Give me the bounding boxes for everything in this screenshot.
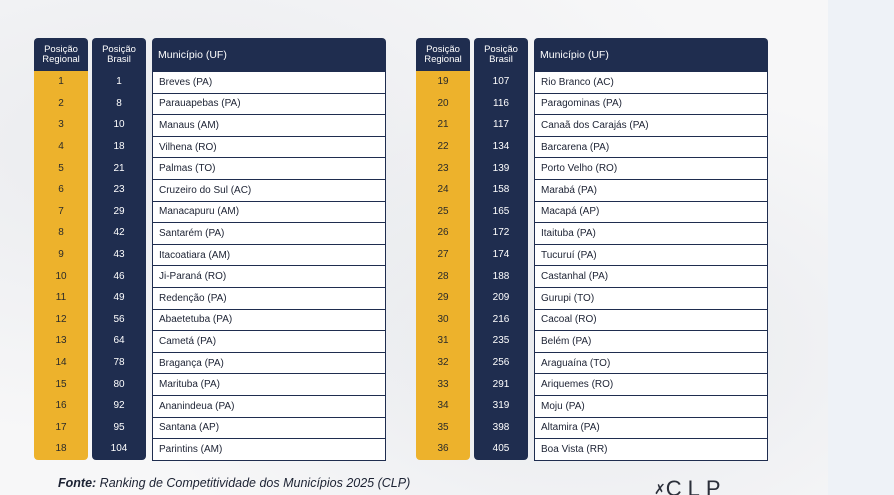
- regional-position-cell: 26: [437, 227, 449, 239]
- brasil-position-cell: 43: [113, 249, 125, 261]
- regional-position-cell: 11: [55, 292, 67, 304]
- brasil-position-cell: 319: [492, 400, 510, 412]
- brasil-position-cell: 134: [492, 141, 510, 153]
- logo-mark-icon: ✗: [654, 481, 666, 495]
- regional-cells: [416, 71, 470, 460]
- regional-position-cell: 3: [58, 119, 64, 131]
- brasil-position-cell: 172: [492, 227, 510, 239]
- brasil-position-cell: 209: [492, 292, 510, 304]
- regional-position-cell: 9: [58, 249, 64, 261]
- header-regional: [34, 38, 88, 71]
- source-label: Fonte:: [58, 476, 97, 490]
- brasil-position-cell: 165: [492, 205, 510, 217]
- regional-position-cell: 33: [437, 378, 449, 390]
- municipio-cell: Parintins (AM): [153, 438, 385, 460]
- regional-position-cell: 36: [437, 443, 449, 455]
- regional-position-cell: 2: [58, 97, 64, 109]
- municipio-cell: Abaetetuba (PA): [153, 309, 385, 331]
- regional-position-cell: 30: [437, 313, 449, 325]
- regional-cells: [34, 71, 88, 460]
- municipio-cell: Belém (PA): [535, 330, 767, 352]
- brasil-position-cell: 235: [492, 335, 510, 347]
- regional-position-cell: 13: [55, 335, 67, 347]
- municipio-cell: Rio Branco (AC): [535, 71, 767, 93]
- header-brasil-label: Posição Brasil: [484, 43, 518, 65]
- source-text: Ranking de Competitividade dos Municípios 2025 (CLP): [96, 476, 411, 490]
- municipio-cell: Ananindeua (PA): [153, 395, 385, 417]
- municipio-cell: Itacoatiara (AM): [153, 244, 385, 266]
- logo-text: CLP: [665, 476, 727, 495]
- column-regional: [34, 38, 88, 460]
- municipio-cell: Barcarena (PA): [535, 136, 767, 158]
- municipio-cell: Manacapuru (AM): [153, 201, 385, 223]
- municipio-cell: Tucuruí (PA): [535, 244, 767, 266]
- regional-position-cell: 5: [58, 162, 64, 174]
- brasil-position-cell: 291: [492, 378, 510, 390]
- municipio-cells: [152, 71, 386, 461]
- regional-position-cell: 34: [437, 400, 449, 412]
- brasil-position-cell: 116: [493, 97, 509, 109]
- brasil-position-cell: 18: [113, 141, 125, 153]
- source-caption: [58, 476, 410, 490]
- regional-position-cell: 15: [55, 378, 67, 390]
- municipio-cell: Cruzeiro do Sul (AC): [153, 179, 385, 201]
- column-municipio: [152, 38, 386, 461]
- regional-position-cell: 19: [437, 76, 449, 88]
- municipio-cell: Moju (PA): [535, 395, 767, 417]
- regional-position-cell: 29: [437, 292, 449, 304]
- brasil-position-cell: 80: [113, 378, 125, 390]
- municipio-cell: Araguaína (TO): [535, 352, 767, 374]
- municipio-cell: Macapá (AP): [535, 201, 767, 223]
- side-panel: [828, 0, 894, 495]
- brasil-position-cell: 256: [492, 357, 510, 369]
- regional-position-cell: 28: [437, 270, 449, 282]
- brasil-position-cell: 117: [493, 119, 509, 131]
- municipio-cell: Bragança (PA): [153, 352, 385, 374]
- brasil-position-cell: 49: [113, 292, 125, 304]
- header-brasil: [474, 38, 528, 71]
- municipio-cell: Ji-Paraná (RO): [153, 265, 385, 287]
- header-municipio-label: Município (UF): [158, 48, 227, 61]
- regional-position-cell: 8: [58, 227, 64, 239]
- regional-position-cell: 32: [437, 357, 449, 369]
- regional-position-cell: 16: [55, 400, 67, 412]
- brasil-position-cell: 1: [116, 76, 122, 88]
- brasil-position-cell: 42: [113, 227, 125, 239]
- header-regional: [416, 38, 470, 71]
- regional-position-cell: 23: [437, 162, 449, 174]
- brasil-cells: [474, 71, 528, 460]
- regional-position-cell: 12: [55, 313, 67, 325]
- brasil-position-cell: 174: [492, 249, 510, 261]
- regional-position-cell: 14: [55, 357, 67, 369]
- municipio-cell: Marabá (PA): [535, 179, 767, 201]
- municipio-cells: [534, 71, 768, 461]
- header-regional-label: Posição Regional: [42, 43, 80, 65]
- municipio-cell: Vilhena (RO): [153, 136, 385, 158]
- regional-position-cell: 4: [58, 141, 64, 153]
- municipio-cell: Boa Vista (RR): [535, 438, 767, 460]
- municipio-cell: Porto Velho (RO): [535, 157, 767, 179]
- brasil-position-cell: 398: [492, 421, 510, 433]
- column-brasil: [92, 38, 146, 460]
- header-municipio: [534, 38, 768, 71]
- header-brasil: [92, 38, 146, 71]
- column-municipio: [534, 38, 768, 461]
- header-regional-label: Posição Regional: [424, 43, 462, 65]
- regional-position-cell: 21: [437, 119, 449, 131]
- brasil-position-cell: 216: [492, 313, 510, 325]
- municipio-cell: Cacoal (RO): [535, 309, 767, 331]
- municipio-cell: Redenção (PA): [153, 287, 385, 309]
- municipio-cell: Cametá (PA): [153, 330, 385, 352]
- brasil-position-cell: 158: [492, 184, 510, 196]
- municipio-cell: Castanhal (PA): [535, 265, 767, 287]
- municipio-cell: Marituba (PA): [153, 373, 385, 395]
- regional-position-cell: 25: [437, 205, 449, 217]
- brasil-position-cell: 78: [113, 357, 125, 369]
- regional-position-cell: 35: [437, 421, 449, 433]
- municipio-cell: Canaã dos Carajás (PA): [535, 114, 767, 136]
- brasil-position-cell: 56: [113, 313, 125, 325]
- regional-position-cell: 6: [58, 184, 64, 196]
- header-municipio-label: Município (UF): [540, 48, 609, 61]
- brasil-position-cell: 95: [113, 421, 125, 433]
- municipio-cell: Ariquemes (RO): [535, 373, 767, 395]
- brasil-position-cell: 188: [492, 270, 510, 282]
- municipio-cell: Manaus (AM): [153, 114, 385, 136]
- brasil-position-cell: 405: [492, 443, 510, 455]
- regional-position-cell: 27: [437, 249, 449, 261]
- regional-position-cell: 31: [437, 335, 449, 347]
- regional-position-cell: 20: [437, 97, 449, 109]
- header-municipio: [152, 38, 386, 71]
- municipio-cell: Itaituba (PA): [535, 222, 767, 244]
- brasil-position-cell: 107: [492, 76, 510, 88]
- municipio-cell: Parauapebas (PA): [153, 93, 385, 115]
- brasil-position-cell: 92: [113, 400, 125, 412]
- municipio-cell: Gurupi (TO): [535, 287, 767, 309]
- regional-position-cell: 10: [55, 270, 67, 282]
- column-brasil: [474, 38, 528, 460]
- regional-position-cell: 18: [55, 443, 67, 455]
- municipio-cell: Santarém (PA): [153, 222, 385, 244]
- brasil-position-cell: 104: [110, 443, 128, 455]
- regional-position-cell: 1: [58, 76, 64, 88]
- brasil-position-cell: 10: [113, 119, 125, 131]
- brasil-position-cell: 8: [116, 97, 122, 109]
- brasil-position-cell: 139: [492, 162, 510, 174]
- brasil-position-cell: 21: [113, 162, 125, 174]
- regional-position-cell: 22: [437, 141, 449, 153]
- brasil-position-cell: 64: [113, 335, 125, 347]
- column-regional: [416, 38, 470, 460]
- regional-position-cell: 7: [58, 205, 64, 217]
- regional-position-cell: 24: [437, 184, 449, 196]
- brasil-cells: [92, 71, 146, 460]
- municipio-cell: Santana (AP): [153, 417, 385, 439]
- regional-position-cell: 17: [55, 421, 67, 433]
- brasil-position-cell: 29: [113, 205, 125, 217]
- brasil-position-cell: 23: [113, 184, 125, 196]
- header-brasil-label: Posição Brasil: [102, 43, 136, 65]
- clp-logo: [654, 478, 774, 495]
- brasil-position-cell: 46: [113, 270, 125, 282]
- municipio-cell: Breves (PA): [153, 71, 385, 93]
- municipio-cell: Palmas (TO): [153, 157, 385, 179]
- municipio-cell: Paragominas (PA): [535, 93, 767, 115]
- municipio-cell: Altamira (PA): [535, 417, 767, 439]
